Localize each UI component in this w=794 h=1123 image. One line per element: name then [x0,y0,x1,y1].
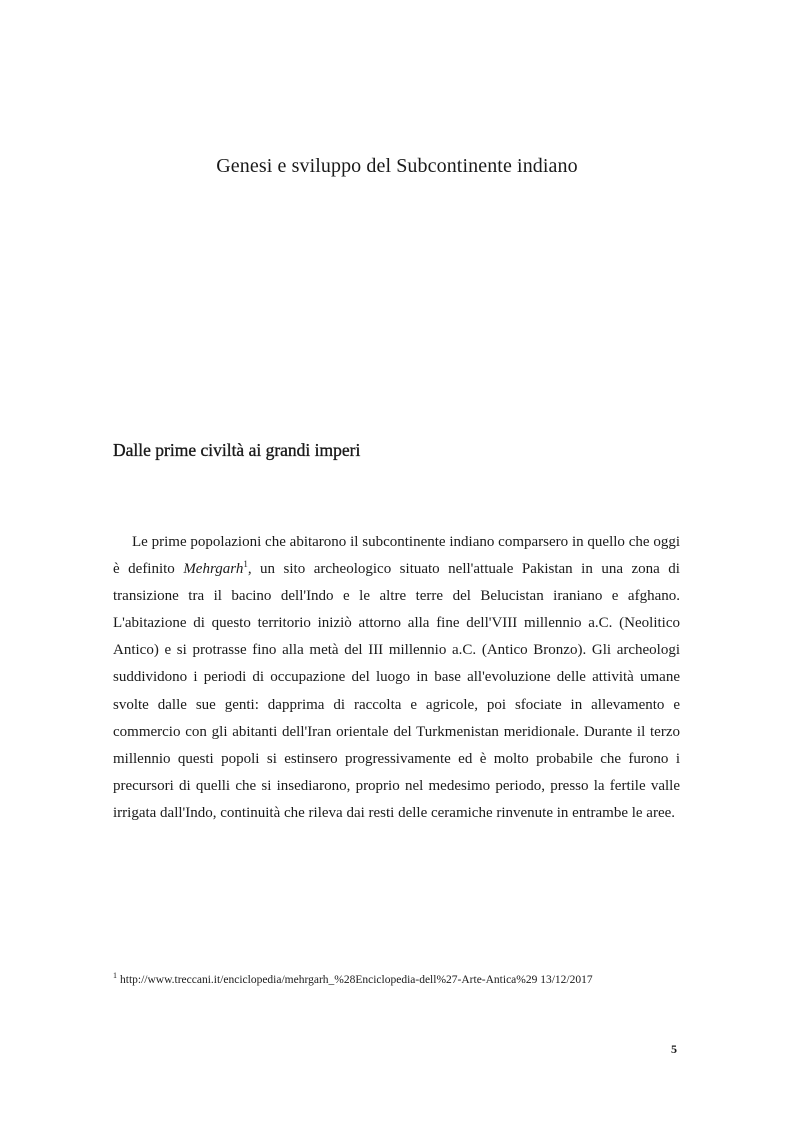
footnote-text: http://www.treccani.it/enciclopedia/mehrgarh_%28Enciclopedia-dell%27-Arte-Antica%29 13/12/2017 [120,974,593,986]
paragraph-text-part2: , un sito archeologico situato nell'attuale Pakistan in una zona di transizione tra il bacino dell'Indo e le altre terre del Belucistan iraniano e afghano. L'abitazione di questo territorio iniziò attorno alla fine dell'VIII millennio a.C. (Neolitico Antico) e si protrasse fino alla metà del III millennio a.C. (Antico Bronzo). Gli archeologi suddividono i periodi di occupazione del luogo in base all'evoluzione delle attività umane svolte dalle sue genti: dapprima di raccolta e agricole, poi sfociate in allevamento e commercio con gli abitanti dell'Iran orientale del Turkmenistan meridionale. Durante il terzo millennio questi popoli si estinsero progressivamente ed è molto probabile che furono i precursori di quelli che si insediarono, proprio nel medesimo periodo, presso la fertile valle irrigata dall'Indo, continuità che rileva dai resti delle ceramiche rinvenute in entrambe le aree. [113,561,680,821]
site-name: Mehrgarh [183,561,244,578]
footnote [113,971,593,986]
page-number: 5 [671,1042,677,1056]
footnote-number: 1 [113,971,117,981]
chapter-title: Genesi e sviluppo del Subcontinente indiano [216,155,578,177]
footnote-reference[interactable]: 1 [243,559,248,570]
paragraph-text-part1: Le prime popolazioni che abitarono il subcontinente indiano comparsero in quello che oggi è definito [113,534,680,578]
section-heading: Dalle prime civiltà ai grandi imperi [113,440,361,460]
body-paragraph [113,529,680,827]
